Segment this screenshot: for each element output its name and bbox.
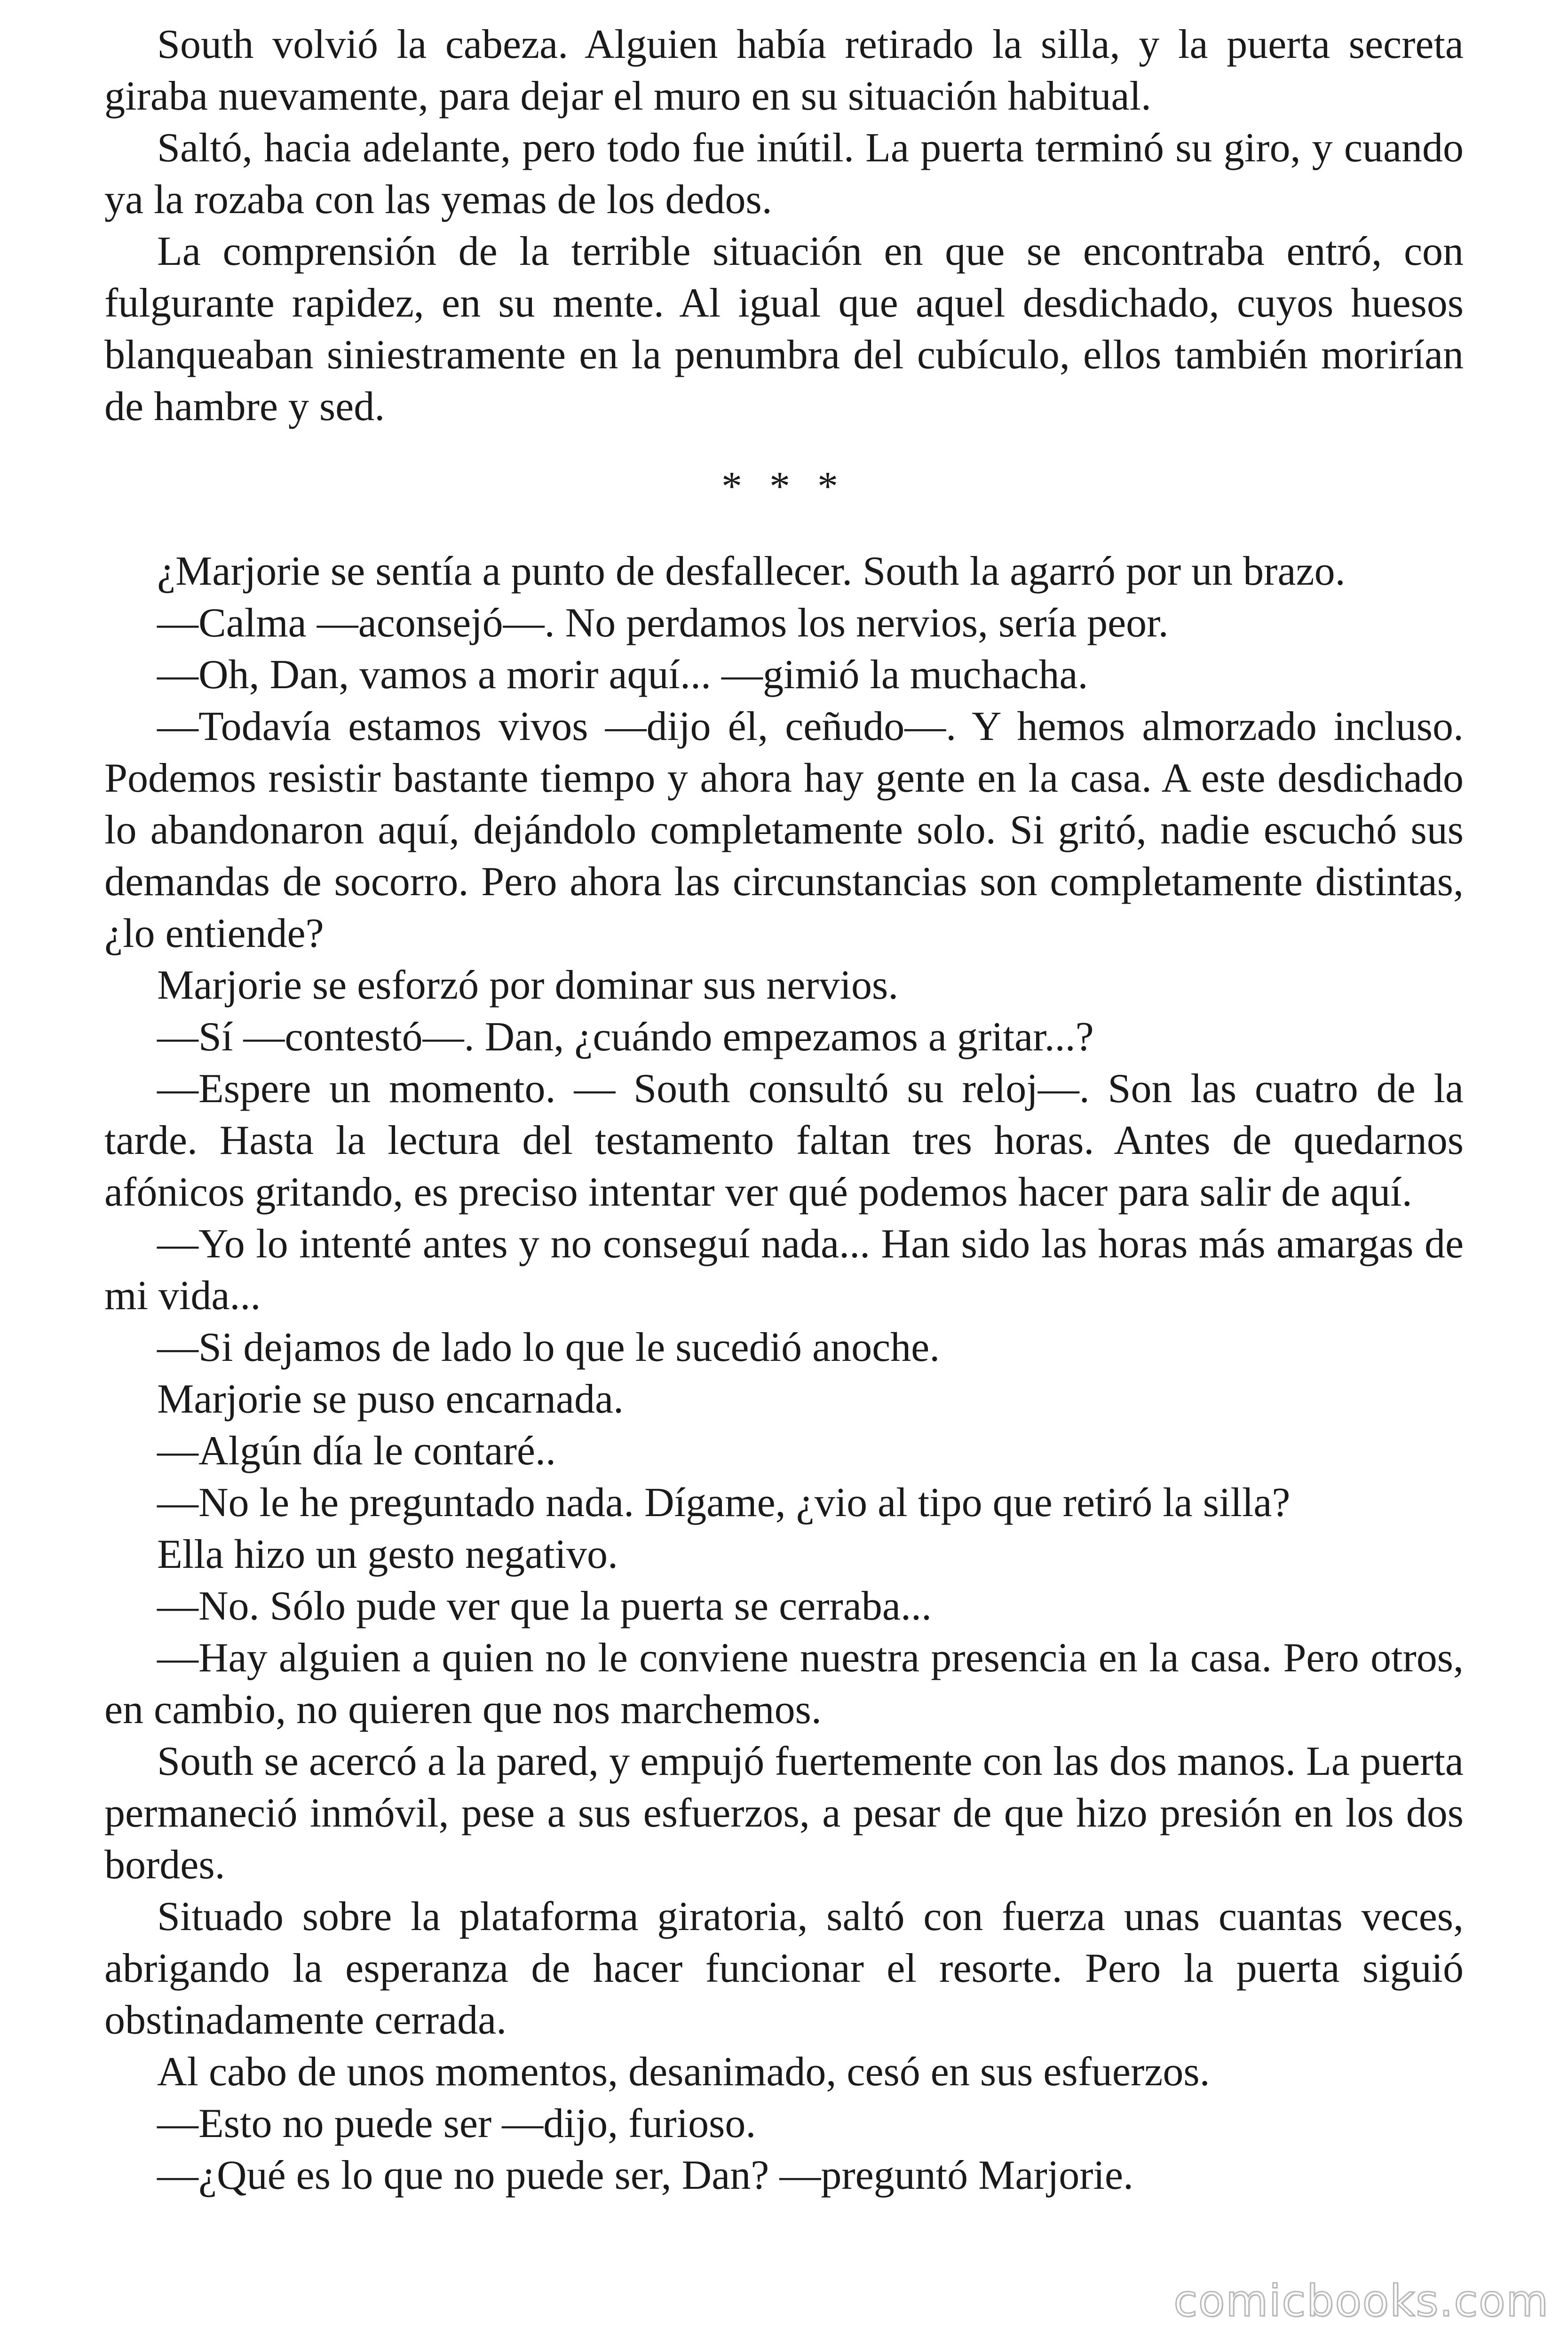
section-divider: * * *	[721, 464, 847, 509]
paragraph: Marjorie se esforzó por dominar sus nervios.	[157, 962, 899, 1008]
paragraph: —Espere un momento. — South consultó su reloj—. Son las cuatro de la tarde. Hasta la lectura del testamento faltan tres horas. Antes de quedarnos afónicos gritando, es preciso intentar ver qué podemos hacer para salir de aquí.	[104, 1066, 1464, 1215]
section-after-break	[104, 546, 1464, 2201]
watermark: comicbooks.com	[1173, 2276, 1549, 2326]
paragraph: ¿Marjorie se sentía a punto de desfallecer. South la agarró por un brazo.	[157, 548, 1346, 594]
paragraph: —Calma —aconsejó—. No perdamos los nervios, sería peor.	[157, 600, 1169, 646]
paragraph: La comprensión de la terrible situación en que se encontraba entró, con fulgurante rapidez, en su mente. Al igual que aquel desdichado, cuyos huesos blanqueaban siniestramente en la penumbra del cubículo, ellos también morirían de hambre y sed.	[104, 229, 1464, 429]
paragraph: —Sí —contestó—. Dan, ¿cuándo empezamos a gritar...?	[157, 1014, 1094, 1060]
paragraph: —No. Sólo pude ver que la puerta se cerraba...	[157, 1583, 932, 1629]
paragraph: —No le he preguntado nada. Dígame, ¿vio al tipo que retiró la silla?	[157, 1480, 1291, 1526]
section-before-break	[104, 19, 1464, 433]
paragraph: —Oh, Dan, vamos a morir aquí... —gimió la muchacha.	[157, 652, 1088, 698]
paragraph: —Hay alguien a quien no le conviene nuestra presencia en la casa. Pero otros, en cambio, no quieren que nos marchemos.	[104, 1635, 1464, 1732]
paragraph: —¿Qué es lo que no puede ser, Dan? —preguntó Marjorie.	[157, 2153, 1134, 2198]
paragraph: —Todavía estamos vivos —dijo él, ceñudo—. Y hemos almorzado incluso. Podemos resistir bastante tiempo y ahora hay gente en la casa. A este desdichado lo abandonaron aquí, dejándolo completamente solo. Si gritó, nadie escuchó sus demandas de socorro. Pero ahora las circunstancias son completamente distintas, ¿lo entiende?	[104, 704, 1464, 956]
paragraph: —Yo lo intenté antes y no conseguí nada... Han sido las horas más amargas de mi vida...	[104, 1221, 1464, 1319]
paragraph: South se acercó a la pared, y empujó fuertemente con las dos manos. La puerta permaneció inmóvil, pese a sus esfuerzos, a pesar de que hizo presión en los dos bordes.	[104, 1739, 1464, 1888]
paragraph: South volvió la cabeza. Alguien había retirado la silla, y la puerta secreta giraba nuevamente, para dejar el muro en su situación habitual.	[104, 22, 1464, 119]
paragraph: —Si dejamos de lado lo que le sucedió anoche.	[157, 1325, 940, 1370]
paragraph: —Esto no puede ser —dijo, furioso.	[157, 2101, 756, 2146]
paragraph: Al cabo de unos momentos, desanimado, cesó en sus esfuerzos.	[157, 2049, 1210, 2095]
paragraph: Ella hizo un gesto negativo.	[157, 1532, 618, 1577]
paragraph: Saltó, hacia adelante, pero todo fue inútil. La puerta terminó su giro, y cuando ya la rozaba con las yemas de los dedos.	[104, 125, 1464, 222]
paragraph: Marjorie se puso encarnada.	[157, 1376, 624, 1422]
paragraph: Situado sobre la plataforma giratoria, saltó con fuerza unas cuantas veces, abrigando la esperanza de hacer funcionar el resorte. Pero la puerta siguió obstinadamente cerrada.	[104, 1894, 1464, 2043]
document-page	[104, 19, 1464, 2201]
paragraph: —Algún día le contaré..	[157, 1428, 556, 1474]
